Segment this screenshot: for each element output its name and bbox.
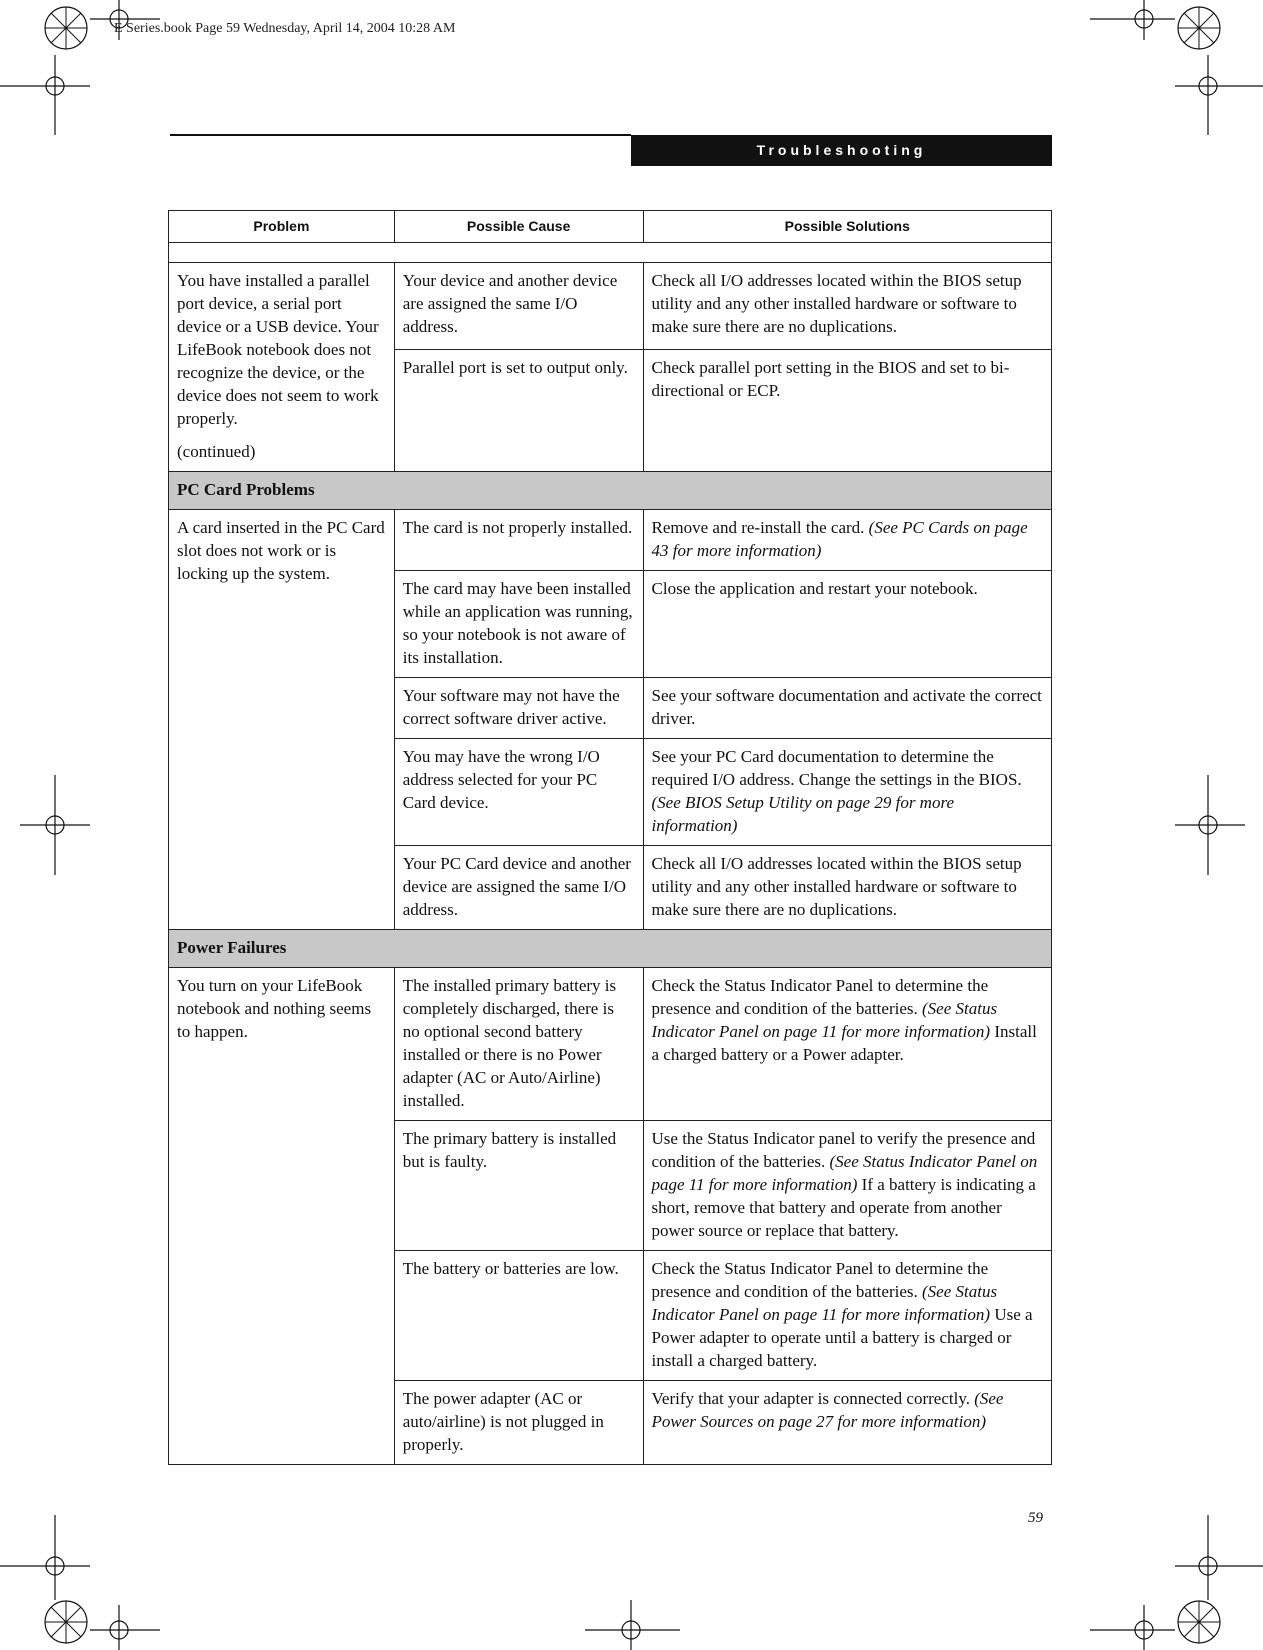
- cause-cell: Parallel port is set to output only.: [394, 350, 643, 472]
- solution-cell: [643, 1381, 1051, 1465]
- cause-cell: You may have the wrong I/O address selected for your PC Card device.: [394, 739, 643, 846]
- solution-cell: Check all I/O addresses located within the BIOS setup utility and any other installed hardware or software to make sure there are no duplications.: [643, 846, 1051, 930]
- solution-cell: [643, 510, 1051, 571]
- cross-reference: (See BIOS Setup Utility on page 29 for more information): [651, 793, 954, 835]
- solution-cell: [643, 739, 1051, 846]
- continued-note: (continued): [177, 442, 256, 461]
- solution-cell: See your software documentation and activate the correct driver.: [643, 678, 1051, 739]
- crosshair-mark: [1175, 55, 1263, 135]
- cross-reference: (See PC Cards on page 43 for more information): [651, 518, 1028, 560]
- column-header-solutions: Possible Solutions: [643, 211, 1051, 243]
- crosshair-mark: [0, 1515, 90, 1600]
- cross-reference: (See Status Indicator Panel on page 11 for more information): [651, 1282, 998, 1324]
- solution-tail: If a battery is indicating a short, remove that battery and operate from another power source or replace that battery.: [651, 1175, 1036, 1240]
- solution-text: See your PC Card documentation to determine the required I/O address. Change the settings in the BIOS.: [651, 747, 1022, 789]
- section-header: Troubleshooting: [631, 135, 1052, 166]
- troubleshooting-table: [168, 210, 1052, 1465]
- cause-cell: The installed primary battery is completely discharged, there is no optional second battery installed or there is no Power adapter (AC or Auto/Airline) installed.: [394, 968, 643, 1121]
- crosshair-mark: [90, 1605, 160, 1650]
- solution-text: Verify that your adapter is connected correctly.: [651, 1389, 970, 1408]
- solution-text: Check the Status Indicator Panel to determine the presence and condition of the batteries.: [651, 1259, 989, 1301]
- problem-cell: [169, 263, 395, 472]
- solution-cell: [643, 968, 1051, 1121]
- solution-text: Use the Status Indicator panel to verify the presence and condition of the batteries.: [651, 1129, 1036, 1171]
- crosshair-mark: [1090, 1605, 1175, 1650]
- solution-cell: [643, 1121, 1051, 1251]
- table-row: [169, 968, 1052, 1121]
- cause-cell: Your PC Card device and another device are assigned the same I/O address.: [394, 846, 643, 930]
- section-title: PC Card Problems: [169, 472, 1052, 510]
- cross-reference: (See Status Indicator Panel on page 11 for more information): [651, 999, 998, 1041]
- cross-reference: (See Status Indicator Panel on page 11 for more information): [651, 1152, 1038, 1194]
- solution-tail: Use a Power adapter to operate until a battery is charged or install a charged battery.: [651, 1305, 1033, 1370]
- page-number: 59: [1028, 1510, 1043, 1526]
- cause-cell: The card may have been installed while an application was running, so your notebook is not aware of its installation.: [394, 571, 643, 678]
- header-spacer: [169, 243, 1052, 263]
- table-header-row: [169, 211, 1052, 243]
- solution-text: Remove and re-install the card.: [651, 518, 865, 537]
- cause-cell: The power adapter (AC or auto/airline) is not plugged in properly.: [394, 1381, 643, 1465]
- table-row: [169, 510, 1052, 571]
- crosshair-mark: [20, 775, 90, 875]
- section-title: Power Failures: [169, 930, 1052, 968]
- column-header-cause: Possible Cause: [394, 211, 643, 243]
- crosshair-mark: [1175, 1515, 1263, 1600]
- crosshair-mark: [1175, 775, 1245, 875]
- print-slug: E Series.book Page 59 Wednesday, April 14, 2004 10:28 AM: [114, 21, 456, 36]
- problem-text: You have installed a parallel port device, a serial port device or a USB device. Your LifeBook notebook does not recognize the device, or the device does not seem to work properly.: [177, 271, 379, 428]
- solution-text: Check the Status Indicator Panel to determine the presence and condition of the batteries.: [651, 976, 989, 1018]
- cross-reference: (See Power Sources on page 27 for more information): [651, 1389, 1004, 1431]
- solution-cell: Check parallel port setting in the BIOS and set to bi-directional or ECP.: [643, 350, 1051, 472]
- solution-cell: [643, 1251, 1051, 1381]
- problem-cell: You turn on your LifeBook notebook and nothing seems to happen.: [169, 968, 395, 1465]
- solution-cell: Check all I/O addresses located within the BIOS setup utility and any other installed hardware or software to make sure there are no duplications.: [643, 263, 1051, 350]
- cause-cell: Your device and another device are assigned the same I/O address.: [394, 263, 643, 350]
- solution-tail: Install a charged battery or a Power adapter.: [651, 1022, 1037, 1064]
- section-row-power: [169, 930, 1052, 968]
- problem-cell: A card inserted in the PC Card slot does not work or is locking up the system.: [169, 510, 395, 930]
- crosshair-mark: [0, 55, 90, 135]
- cause-cell: The battery or batteries are low.: [394, 1251, 643, 1381]
- section-row-pc-card: [169, 472, 1052, 510]
- solution-cell: Close the application and restart your notebook.: [643, 571, 1051, 678]
- crosshair-mark: [585, 1600, 680, 1650]
- header-rule: [170, 134, 631, 136]
- cause-cell: Your software may not have the correct software driver active.: [394, 678, 643, 739]
- column-header-problem: Problem: [169, 211, 395, 243]
- cause-cell: The card is not properly installed.: [394, 510, 643, 571]
- crosshair-mark: [1090, 0, 1175, 40]
- cause-cell: The primary battery is installed but is faulty.: [394, 1121, 643, 1251]
- table-row: [169, 263, 1052, 350]
